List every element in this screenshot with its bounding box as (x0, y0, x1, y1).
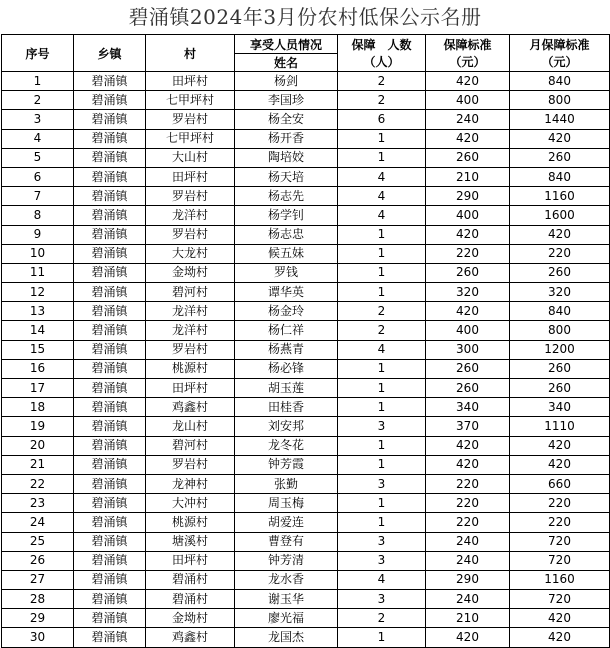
table-row (2, 225, 610, 244)
seq-cell: 8 (2, 206, 74, 225)
name-cell: 龙水香 (235, 570, 338, 589)
town-cell: 碧涌镇 (74, 570, 146, 589)
monthly-cell: 260 (510, 379, 610, 398)
village-cell: 碧河村 (146, 436, 235, 455)
count-cell: 1 (338, 263, 426, 282)
table-row (2, 532, 610, 551)
town-cell: 碧涌镇 (74, 263, 146, 282)
name-cell: 钟芳霞 (235, 455, 338, 474)
table-row (2, 321, 610, 340)
count-cell: 2 (338, 302, 426, 321)
standard-cell: 400 (426, 91, 510, 110)
monthly-cell: 840 (510, 302, 610, 321)
monthly-cell: 220 (510, 494, 610, 513)
header-standard (426, 35, 510, 72)
table-row (2, 551, 610, 570)
header-village: 村 (146, 35, 235, 72)
village-cell: 罗岩村 (146, 340, 235, 359)
town-cell: 碧涌镇 (74, 321, 146, 340)
standard-cell: 400 (426, 321, 510, 340)
count-cell: 4 (338, 340, 426, 359)
count-cell: 3 (338, 590, 426, 609)
standard-cell: 240 (426, 590, 510, 609)
table-row (2, 206, 610, 225)
standard-cell: 260 (426, 263, 510, 282)
standard-cell: 260 (426, 148, 510, 167)
table-row (2, 570, 610, 589)
count-cell: 3 (338, 474, 426, 493)
name-cell: 杨必锋 (235, 359, 338, 378)
village-cell: 金坳村 (146, 263, 235, 282)
monthly-cell: 720 (510, 532, 610, 551)
standard-cell: 400 (426, 206, 510, 225)
town-cell: 碧涌镇 (74, 590, 146, 609)
table-row (2, 359, 610, 378)
monthly-cell: 420 (510, 225, 610, 244)
name-cell: 田桂香 (235, 398, 338, 417)
name-cell: 谢玉华 (235, 590, 338, 609)
village-cell: 金坳村 (146, 609, 235, 628)
village-cell: 七甲坪村 (146, 91, 235, 110)
count-cell: 2 (338, 321, 426, 340)
village-cell: 大冲村 (146, 494, 235, 513)
standard-cell: 420 (426, 455, 510, 474)
header-name: 姓名 (235, 54, 338, 72)
name-cell: 钟芳清 (235, 551, 338, 570)
count-cell: 4 (338, 206, 426, 225)
monthly-cell: 840 (510, 167, 610, 186)
seq-cell: 17 (2, 379, 74, 398)
town-cell: 碧涌镇 (74, 359, 146, 378)
town-cell: 碧涌镇 (74, 129, 146, 148)
table-row (2, 72, 610, 91)
seq-cell: 7 (2, 187, 74, 206)
count-cell: 1 (338, 379, 426, 398)
name-cell: 杨开香 (235, 129, 338, 148)
standard-cell: 420 (426, 129, 510, 148)
standard-cell: 320 (426, 283, 510, 302)
count-cell: 3 (338, 551, 426, 570)
monthly-cell: 1600 (510, 206, 610, 225)
name-cell: 杨天培 (235, 167, 338, 186)
town-cell: 碧涌镇 (74, 283, 146, 302)
seq-cell: 4 (2, 129, 74, 148)
seq-cell: 23 (2, 494, 74, 513)
seq-cell: 10 (2, 244, 74, 263)
table-row (2, 283, 610, 302)
village-cell: 罗岩村 (146, 225, 235, 244)
table-row (2, 513, 610, 532)
seq-cell: 21 (2, 455, 74, 474)
village-cell: 罗岩村 (146, 187, 235, 206)
town-cell: 碧涌镇 (74, 110, 146, 129)
village-cell: 罗岩村 (146, 455, 235, 474)
village-cell: 龙山村 (146, 417, 235, 436)
seq-cell: 14 (2, 321, 74, 340)
name-cell: 刘安邦 (235, 417, 338, 436)
name-cell: 陶培姣 (235, 148, 338, 167)
seq-cell: 1 (2, 72, 74, 91)
standard-cell: 260 (426, 379, 510, 398)
header-count-line1: 保障 人数 (351, 38, 412, 52)
count-cell: 1 (338, 455, 426, 474)
seq-cell: 11 (2, 263, 74, 282)
name-cell: 张勤 (235, 474, 338, 493)
standard-cell: 420 (426, 225, 510, 244)
standard-cell: 420 (426, 72, 510, 91)
town-cell: 碧涌镇 (74, 225, 146, 244)
name-cell: 杨剑 (235, 72, 338, 91)
count-cell: 1 (338, 225, 426, 244)
village-cell: 鸡鑫村 (146, 398, 235, 417)
village-cell: 碧河村 (146, 283, 235, 302)
village-cell: 龙洋村 (146, 206, 235, 225)
name-cell: 杨燕青 (235, 340, 338, 359)
village-cell: 田坪村 (146, 72, 235, 91)
header-monthly (510, 35, 610, 72)
seq-cell: 15 (2, 340, 74, 359)
table-row (2, 417, 610, 436)
monthly-cell: 320 (510, 283, 610, 302)
name-cell: 谭华英 (235, 283, 338, 302)
standard-cell: 210 (426, 609, 510, 628)
town-cell: 碧涌镇 (74, 206, 146, 225)
village-cell: 大山村 (146, 148, 235, 167)
header-count-line2: （人） (363, 55, 400, 69)
standard-cell: 300 (426, 340, 510, 359)
count-cell: 2 (338, 609, 426, 628)
header-seq: 序号 (2, 35, 74, 72)
name-cell: 龙冬花 (235, 436, 338, 455)
monthly-cell: 220 (510, 244, 610, 263)
seq-cell: 30 (2, 628, 74, 647)
table-row (2, 436, 610, 455)
village-cell: 罗岩村 (146, 110, 235, 129)
village-cell: 桃源村 (146, 513, 235, 532)
seq-cell: 2 (2, 91, 74, 110)
standard-cell: 340 (426, 398, 510, 417)
table-row (2, 244, 610, 263)
seq-cell: 6 (2, 167, 74, 186)
seq-cell: 26 (2, 551, 74, 570)
town-cell: 碧涌镇 (74, 494, 146, 513)
standard-cell: 220 (426, 494, 510, 513)
name-cell: 李国珍 (235, 91, 338, 110)
seq-cell: 12 (2, 283, 74, 302)
name-cell: 周玉梅 (235, 494, 338, 513)
monthly-cell: 340 (510, 398, 610, 417)
count-cell: 1 (338, 283, 426, 302)
monthly-cell: 220 (510, 513, 610, 532)
table-row (2, 263, 610, 282)
monthly-cell: 420 (510, 609, 610, 628)
seq-cell: 28 (2, 590, 74, 609)
monthly-cell: 260 (510, 263, 610, 282)
count-cell: 1 (338, 359, 426, 378)
name-cell: 杨金玲 (235, 302, 338, 321)
town-cell: 碧涌镇 (74, 436, 146, 455)
monthly-cell: 800 (510, 91, 610, 110)
standard-cell: 220 (426, 244, 510, 263)
town-cell: 碧涌镇 (74, 302, 146, 321)
name-cell: 廖光福 (235, 609, 338, 628)
monthly-cell: 840 (510, 72, 610, 91)
town-cell: 碧涌镇 (74, 532, 146, 551)
count-cell: 1 (338, 436, 426, 455)
standard-cell: 240 (426, 110, 510, 129)
standard-cell: 370 (426, 417, 510, 436)
standard-cell: 240 (426, 532, 510, 551)
count-cell: 1 (338, 628, 426, 647)
name-cell: 胡玉莲 (235, 379, 338, 398)
village-cell: 龙洋村 (146, 321, 235, 340)
table-row (2, 590, 610, 609)
standard-cell: 210 (426, 167, 510, 186)
monthly-cell: 1110 (510, 417, 610, 436)
count-cell: 6 (338, 110, 426, 129)
count-cell: 3 (338, 417, 426, 436)
standard-cell: 420 (426, 302, 510, 321)
table-row (2, 129, 610, 148)
monthly-cell: 260 (510, 148, 610, 167)
town-cell: 碧涌镇 (74, 72, 146, 91)
name-cell: 杨仁祥 (235, 321, 338, 340)
header-standard-line1: 保障标准 (443, 38, 492, 52)
town-cell: 碧涌镇 (74, 628, 146, 647)
standard-cell: 290 (426, 570, 510, 589)
table-row (2, 398, 610, 417)
table-row (2, 379, 610, 398)
village-cell: 碧涌村 (146, 570, 235, 589)
town-cell: 碧涌镇 (74, 379, 146, 398)
count-cell: 4 (338, 187, 426, 206)
name-cell: 候五妹 (235, 244, 338, 263)
count-cell: 1 (338, 244, 426, 263)
town-cell: 碧涌镇 (74, 455, 146, 474)
table-row (2, 494, 610, 513)
header-standard-line2: （元） (449, 55, 486, 69)
village-cell: 桃源村 (146, 359, 235, 378)
table-row (2, 474, 610, 493)
standard-cell: 220 (426, 513, 510, 532)
name-cell: 曹登有 (235, 532, 338, 551)
header-person-info: 享受人员情况 (235, 35, 338, 54)
count-cell: 1 (338, 398, 426, 417)
table-row (2, 628, 610, 647)
table-body (2, 72, 610, 648)
count-cell: 3 (338, 532, 426, 551)
count-cell: 2 (338, 91, 426, 110)
seq-cell: 25 (2, 532, 74, 551)
seq-cell: 19 (2, 417, 74, 436)
page-title: 碧涌镇2024年3月份农村低保公示名册 (128, 5, 482, 29)
name-cell: 杨全安 (235, 110, 338, 129)
count-cell: 1 (338, 129, 426, 148)
count-cell: 1 (338, 513, 426, 532)
seq-cell: 29 (2, 609, 74, 628)
town-cell: 碧涌镇 (74, 398, 146, 417)
village-cell: 塘溪村 (146, 532, 235, 551)
town-cell: 碧涌镇 (74, 340, 146, 359)
village-cell: 大龙村 (146, 244, 235, 263)
table-row (2, 167, 610, 186)
monthly-cell: 420 (510, 436, 610, 455)
town-cell: 碧涌镇 (74, 551, 146, 570)
town-cell: 碧涌镇 (74, 513, 146, 532)
village-cell: 鸡鑫村 (146, 628, 235, 647)
village-cell: 田坪村 (146, 551, 235, 570)
header-monthly-line1: 月保障标准 (529, 38, 590, 52)
monthly-cell: 720 (510, 551, 610, 570)
seq-cell: 22 (2, 474, 74, 493)
monthly-cell: 660 (510, 474, 610, 493)
table-row (2, 187, 610, 206)
seq-cell: 24 (2, 513, 74, 532)
town-cell: 碧涌镇 (74, 167, 146, 186)
table-row (2, 110, 610, 129)
monthly-cell: 800 (510, 321, 610, 340)
monthly-cell: 1200 (510, 340, 610, 359)
standard-cell: 240 (426, 551, 510, 570)
town-cell: 碧涌镇 (74, 91, 146, 110)
monthly-cell: 1160 (510, 187, 610, 206)
table-row (2, 302, 610, 321)
standard-cell: 220 (426, 474, 510, 493)
monthly-cell: 1160 (510, 570, 610, 589)
name-cell: 龙国杰 (235, 628, 338, 647)
monthly-cell: 420 (510, 628, 610, 647)
seq-cell: 13 (2, 302, 74, 321)
village-cell: 田坪村 (146, 379, 235, 398)
standard-cell: 260 (426, 359, 510, 378)
name-cell: 杨志忠 (235, 225, 338, 244)
name-cell: 胡爱连 (235, 513, 338, 532)
table-row (2, 609, 610, 628)
header-monthly-line2: （元） (541, 55, 578, 69)
town-cell: 碧涌镇 (74, 417, 146, 436)
village-cell: 龙神村 (146, 474, 235, 493)
seq-cell: 27 (2, 570, 74, 589)
monthly-cell: 1440 (510, 110, 610, 129)
monthly-cell: 720 (510, 590, 610, 609)
count-cell: 4 (338, 167, 426, 186)
monthly-cell: 260 (510, 359, 610, 378)
seq-cell: 20 (2, 436, 74, 455)
table-row (2, 340, 610, 359)
village-cell: 七甲坪村 (146, 129, 235, 148)
monthly-cell: 420 (510, 129, 610, 148)
name-cell: 罗钱 (235, 263, 338, 282)
seq-cell: 3 (2, 110, 74, 129)
town-cell: 碧涌镇 (74, 244, 146, 263)
monthly-cell: 420 (510, 455, 610, 474)
town-cell: 碧涌镇 (74, 187, 146, 206)
standard-cell: 290 (426, 187, 510, 206)
seq-cell: 18 (2, 398, 74, 417)
name-cell: 杨志先 (235, 187, 338, 206)
town-cell: 碧涌镇 (74, 474, 146, 493)
count-cell: 4 (338, 570, 426, 589)
count-cell: 1 (338, 494, 426, 513)
seq-cell: 9 (2, 225, 74, 244)
village-cell: 龙洋村 (146, 302, 235, 321)
count-cell: 1 (338, 148, 426, 167)
header-count (338, 35, 426, 72)
standard-cell: 420 (426, 628, 510, 647)
standard-cell: 420 (426, 436, 510, 455)
header-town: 乡镇 (74, 35, 146, 72)
seq-cell: 5 (2, 148, 74, 167)
village-cell: 碧涌村 (146, 590, 235, 609)
table-row (2, 455, 610, 474)
table-row (2, 91, 610, 110)
table-row (2, 148, 610, 167)
town-cell: 碧涌镇 (74, 609, 146, 628)
relief-roster-table (1, 34, 610, 648)
name-cell: 杨学钊 (235, 206, 338, 225)
seq-cell: 16 (2, 359, 74, 378)
town-cell: 碧涌镇 (74, 148, 146, 167)
village-cell: 田坪村 (146, 167, 235, 186)
count-cell: 2 (338, 72, 426, 91)
